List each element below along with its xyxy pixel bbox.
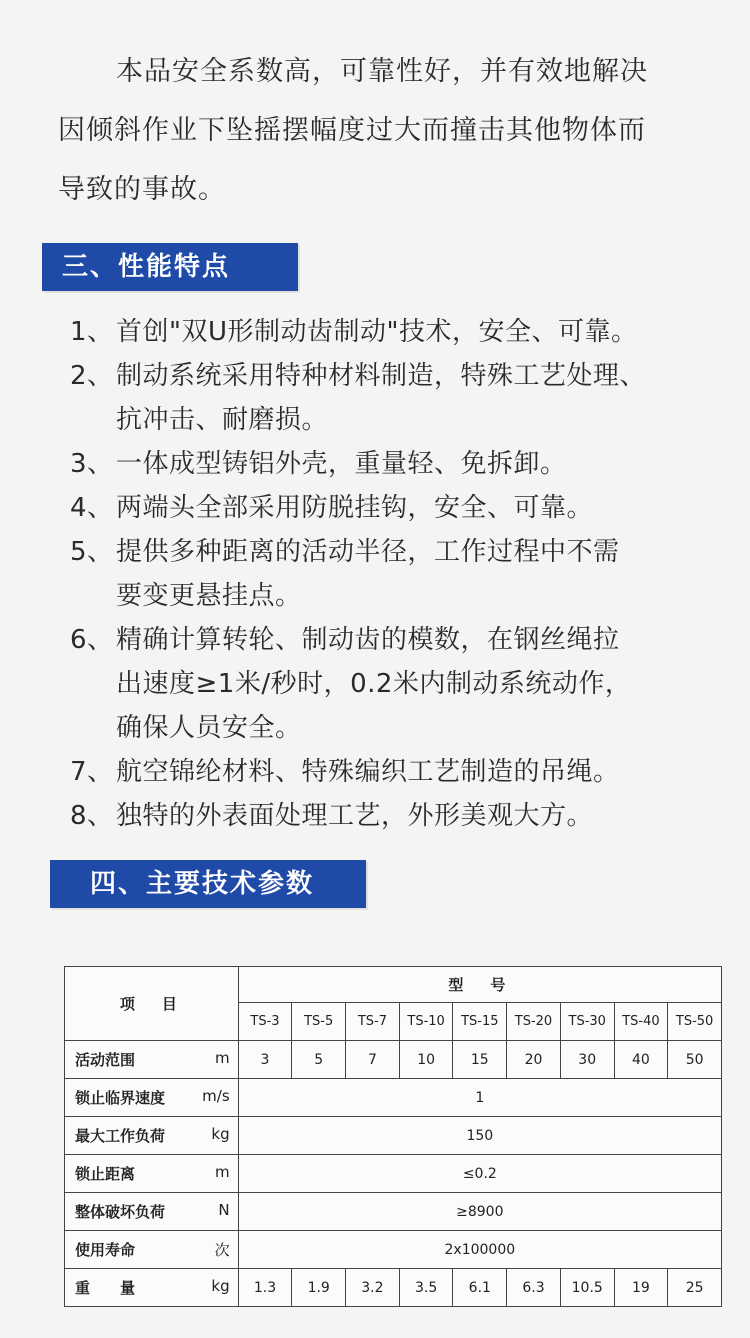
feature-item <box>70 750 730 794</box>
model-cell: TS-15 <box>453 1003 507 1041</box>
spec-value-cell: 3.5 <box>399 1269 453 1307</box>
feature-text-continued: 出速度≥1米/秒时，0.2米内制动系统动作， <box>116 669 632 699</box>
spec-label: 最大工作负荷 <box>75 1127 166 1145</box>
spec-value-cell: 3 <box>238 1041 292 1079</box>
spec-label: 使用寿命 <box>75 1241 136 1259</box>
feature-item <box>70 310 730 354</box>
spec-row <box>65 1269 722 1307</box>
spec-row <box>65 1231 722 1269</box>
spec-label: 锁止临界速度 <box>75 1089 166 1107</box>
feature-text: 制动系统采用特种材料制造，特殊工艺处理、 <box>116 361 647 391</box>
spec-value-cell: 1 <box>238 1079 721 1117</box>
model-cell: TS-50 <box>668 1003 722 1041</box>
feature-number: 8、 <box>70 801 114 831</box>
feature-text: 独特的外表面处理工艺，外形美观大方。 <box>116 801 594 831</box>
spec-row <box>65 1041 722 1079</box>
intro-line: 本品安全系数高，可靠性好，并有效地解决 <box>116 56 648 87</box>
feature-number: 1、 <box>70 317 114 347</box>
spec-value-cell: 3.2 <box>346 1269 400 1307</box>
spec-row <box>65 1155 722 1193</box>
feature-item <box>70 794 730 838</box>
spec-value-cell: 7 <box>346 1041 400 1079</box>
spec-label: 重 量 <box>75 1279 136 1297</box>
model-cell: TS-5 <box>292 1003 346 1041</box>
spec-value-cell: 50 <box>668 1041 722 1079</box>
spec-unit: kg <box>211 1277 230 1295</box>
model-cell: TS-7 <box>346 1003 400 1041</box>
feature-number: 7、 <box>70 757 114 787</box>
model-cell: TS-10 <box>399 1003 453 1041</box>
spec-value-cell: 19 <box>614 1269 668 1307</box>
spec-unit: m/s <box>202 1087 230 1105</box>
spec-value-cell: 10 <box>399 1041 453 1079</box>
spec-value-cell: ≤0.2 <box>238 1155 721 1193</box>
spec-label: 锁止距离 <box>75 1165 136 1183</box>
feature-item <box>70 354 730 442</box>
feature-item <box>70 618 730 750</box>
feature-item <box>70 486 730 530</box>
feature-number: 3、 <box>70 449 114 479</box>
spec-value-cell: 20 <box>507 1041 561 1079</box>
feature-text: 首创"双U形制动齿制动"技术，安全、可靠。 <box>116 317 638 347</box>
spec-unit: 次 <box>214 1241 230 1259</box>
spec-value-cell: ≥8900 <box>238 1193 721 1231</box>
model-cell: TS-20 <box>507 1003 561 1041</box>
model-cell: TS-40 <box>614 1003 668 1041</box>
spec-value-cell: 2x100000 <box>238 1231 721 1269</box>
spec-row <box>65 1079 722 1117</box>
feature-number: 2、 <box>70 361 114 391</box>
feature-text-continued: 要变更悬挂点。 <box>116 581 302 611</box>
intro-line: 因倾斜作业下坠摇摆幅度过大而撞击其他物体而 <box>58 115 646 146</box>
feature-text: 两端头全部采用防脱挂钩，安全、可靠。 <box>116 493 594 523</box>
feature-text: 一体成型铸铝外壳，重量轻、免拆卸。 <box>116 449 567 479</box>
spec-label-cell <box>65 1117 239 1155</box>
spec-label-cell <box>65 1231 239 1269</box>
spec-value-cell: 25 <box>668 1269 722 1307</box>
feature-number: 6、 <box>70 625 114 655</box>
model-header-cell: 型 号 <box>238 967 721 1003</box>
spec-table <box>64 966 722 1307</box>
spec-row <box>65 1117 722 1155</box>
spec-header-row <box>65 967 722 1003</box>
spec-value-cell: 5 <box>292 1041 346 1079</box>
spec-value-cell: 15 <box>453 1041 507 1079</box>
model-cell: TS-30 <box>560 1003 614 1041</box>
feature-text: 航空锦纶材料、特殊编织工艺制造的吊绳。 <box>116 757 620 787</box>
intro-paragraph <box>58 42 718 219</box>
item-header-cell: 项 目 <box>65 967 239 1041</box>
spec-unit: kg <box>211 1125 230 1143</box>
spec-value-cell: 40 <box>614 1041 668 1079</box>
feature-list <box>70 310 730 838</box>
spec-value-cell: 6.3 <box>507 1269 561 1307</box>
feature-text: 精确计算转轮、制动齿的模数，在钢丝绳拉 <box>116 625 620 655</box>
spec-row <box>65 1193 722 1231</box>
spec-value-cell: 6.1 <box>453 1269 507 1307</box>
spec-value-cell: 150 <box>238 1117 721 1155</box>
feature-text-continued: 抗冲击、耐磨损。 <box>116 405 329 435</box>
spec-value-cell: 30 <box>560 1041 614 1079</box>
feature-item <box>70 442 730 486</box>
section-heading-performance: 三、性能特点 <box>42 243 298 291</box>
feature-text: 提供多种距离的活动半径，工作过程中不需 <box>116 537 620 567</box>
spec-unit: m <box>215 1163 230 1181</box>
spec-unit: m <box>215 1049 230 1067</box>
intro-line: 导致的事故。 <box>58 174 226 205</box>
spec-value-cell: 1.9 <box>292 1269 346 1307</box>
spec-label-cell <box>65 1269 239 1307</box>
spec-value-cell: 10.5 <box>560 1269 614 1307</box>
feature-item <box>70 530 730 618</box>
spec-unit: N <box>218 1201 230 1219</box>
feature-number: 5、 <box>70 537 114 567</box>
spec-label-cell <box>65 1193 239 1231</box>
spec-label-cell <box>65 1079 239 1117</box>
spec-label-cell <box>65 1155 239 1193</box>
spec-label: 活动范围 <box>75 1051 136 1069</box>
model-cell: TS-3 <box>238 1003 292 1041</box>
spec-label: 整体破坏负荷 <box>75 1203 166 1221</box>
section-heading-specs: 四、主要技术参数 <box>50 860 366 908</box>
feature-text-continued: 确保人员安全。 <box>116 713 302 743</box>
spec-label-cell <box>65 1041 239 1079</box>
feature-number: 4、 <box>70 493 114 523</box>
spec-value-cell: 1.3 <box>238 1269 292 1307</box>
